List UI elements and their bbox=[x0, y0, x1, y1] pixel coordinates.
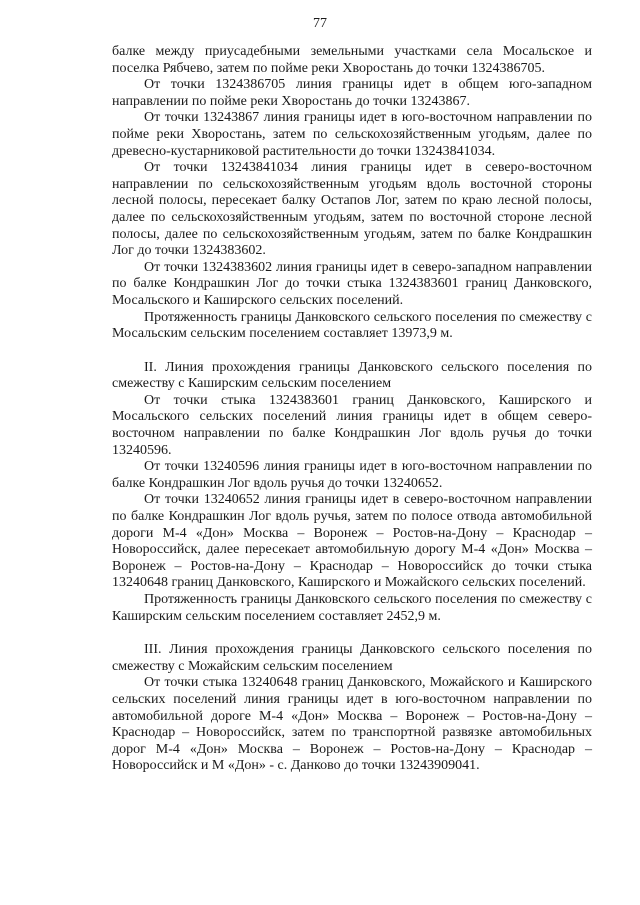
paragraph-continuation: балке между приусадебными земельными участками села Мосальское и поселка Рябчево, затем по пойме реки Хворостань до точки 1324386705. bbox=[112, 44, 592, 76]
paragraph: От точки 13240596 линия границы идет в юго-восточном направлении по балке Кондрашкин Лог вдоль ручья до точки 13240652. bbox=[112, 459, 592, 491]
paragraph: От точки 13243841034 линия границы идет в северо-восточном направлении по сельскохозяйственным угодьям вдоль восточной стороны лесной полосы, пересекает балку Остапов Лог, затем по краю лесной полосы, далее по сельскохозяйственным угодьям, затем по восточной стороне лесной полосы, далее по сельскохозяйственным угодьям, затем по балке Кондрашкин Лог до точки 1324383602. bbox=[112, 160, 592, 259]
paragraph-length-summary: Протяженность границы Данковского сельского поселения по смежеству с Каширским сельским поселением составляет 2452,9 м. bbox=[112, 592, 592, 624]
paragraph: От точки 1324386705 линия границы идет в общем юго-западном направлении по пойме реки Хворостань до точки 13243867. bbox=[112, 77, 592, 109]
paragraph: От точки 13240652 линия границы идет в северо-восточном направлении по балке Кондрашкин Лог вдоль ручья, затем по полосе отвода автомобильной дороги М-4 «Дон» Москва – Воронеж – Ростов-на-Дону – Краснодар – Новороссийск, далее пересекает автомобильную дорогу М-4 «Дон» Москва – Воронеж – Ростов-на-Дону – Краснодар – Новороссийск до точки стыка 13240648 границ Данковского, Каширского и Можайского сельских поселений. bbox=[112, 492, 592, 591]
paragraph: От точки стыка 1324383601 границ Данковского, Каширского и Мосальского сельских поселений линия границы идет в общем северо-восточном направлении по балке Кондрашкин Лог вдоль ручья до точки 13240596. bbox=[112, 392, 592, 458]
paragraph: От точки стыка 13240648 границ Данковского, Можайского и Каширского сельских поселений линия границы идет в юго-восточном направлении по автомобильной дороге М-4 «Дон» Москва – Воронеж – Ростов-на-Дону – Краснодар – Новороссийск, затем по транспортной развязке автомобильных дорог М-4 «Дон» Москва – Воронеж – Ростов-на-Дону – Краснодар – Новороссийск и М «Дон» - с. Данково до точки 13243909041. bbox=[112, 675, 592, 774]
section-heading-ii: II. Линия прохождения границы Данковского сельского поселения по смежеству с Каширским сельским поселением bbox=[112, 359, 592, 392]
document-body bbox=[112, 44, 592, 775]
page-number: 77 bbox=[313, 16, 327, 31]
paragraph-length-summary: Протяженность границы Данковского сельского поселения по смежеству с Мосальским сельским поселением составляет 13973,9 м. bbox=[112, 309, 592, 342]
paragraph: От точки 13243867 линия границы идет в юго-восточном направлении по пойме реки Хворостань, затем по сельскохозяйственным угодьям, далее по древесно-кустарниковой растительности до точки 13243841034. bbox=[112, 110, 592, 159]
section-heading-iii: III. Линия прохождения границы Данковского сельского поселения по смежеству с Можайским сельским поселением bbox=[112, 642, 592, 674]
paragraph: От точки 1324383602 линия границы идет в северо-западном направлении по балке Кондрашкин Лог до точки стыка 1324383601 границ Данковского, Мосальского и Каширского сельских поселений. bbox=[112, 259, 592, 308]
